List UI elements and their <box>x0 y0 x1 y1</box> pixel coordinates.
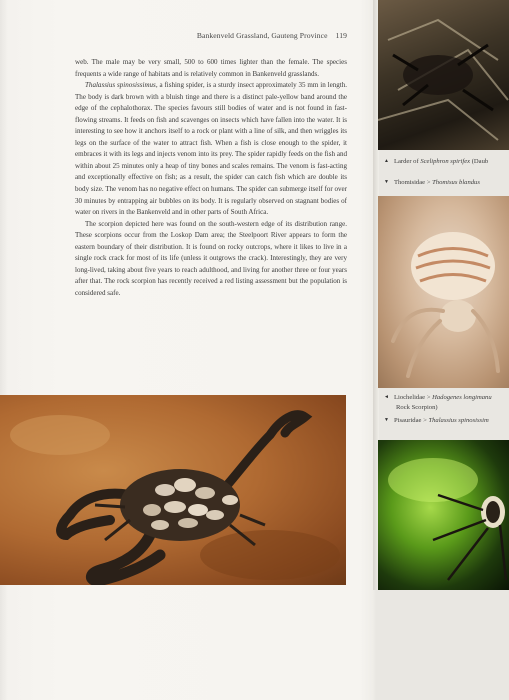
fishing-spider-photo <box>378 440 509 590</box>
caption-larder-species: Sceliphron spirifex <box>420 158 471 165</box>
caption-larder-prefix: Larder of <box>393 158 421 165</box>
fishing-spider-illustration <box>378 440 509 590</box>
paragraph-2-text: , a fishing spider, is a sturdy insect approximately 35 mm in length. The body is dark brown with a bluish tinge and there is a distinct pale-yellow band around the edge of the cephalothorax. The species favours still bodies of water and is not found in fast-flowing streams. It feeds on fish and scavenges on insects which have fallen into the water. It is interesting to see how it anchors itself to a rock or plant with a line of silk, and then wriggles its legs on the surface of the water to attract fish. When a fish is close enough to the spider, it embraces it with its legs and injects venom into its prey. The spider rapidly feeds on the fish and within about 25 minutes only a heap of tiny bones and scales remains. The venom is fast-acting and exceptionally effective on fish; as a result, the spider can catch fish which are double its body size. The venom has no negative effect on humans. The spider can submerge itself for over 30 minutes by entrapping air bubbles on its body. It is regularly observed on stagnant bodies of water on rivers in the Bankenveld and in other parts of South Africa. <box>75 81 347 217</box>
caption-thomisidae-family: Thomisidae > <box>393 179 433 186</box>
paragraph-1: web. The male may be very small, 500 to 600 times lighter than the female. The species frequents a wide range of habitats and is relatively common in Bankenveld grasslands. <box>75 58 347 78</box>
crab-spider-illustration <box>378 196 509 388</box>
crab-spider-photo <box>378 196 509 388</box>
caption-pisauridae-species: Thalassius spinosissim <box>428 417 489 424</box>
arrow-down-icon: ▼ <box>384 180 389 185</box>
caption-liochelidae-family: Liochelidae > <box>393 394 433 401</box>
caption-larder <box>384 157 509 166</box>
caption-thomisidae <box>384 178 509 187</box>
right-column <box>378 0 509 590</box>
caption-pisauridae-family: Pisauridae > <box>393 417 429 424</box>
running-head <box>60 31 347 40</box>
arrow-up-icon: ▲ <box>384 159 389 164</box>
larder-illustration <box>378 0 509 150</box>
caption-liochelidae-species: Hadogenes longimanu <box>432 394 492 401</box>
caption-thomisidae-species: Thomisus blandus <box>432 179 480 186</box>
caption-larder-suffix: (Daub <box>470 158 489 165</box>
wasp-larder-photo <box>378 0 509 150</box>
arrow-down-icon: ▼ <box>384 418 389 423</box>
paragraph-2 <box>75 80 347 219</box>
caption-liochelidae <box>384 393 509 402</box>
caption-pisauridae <box>384 416 509 425</box>
paragraph-3: The scorpion depicted here was found on the south-western edge of its distribution range. These scorpions occur from the Loskop Dam area; the Steelpoort River appears to form the eastern boundary of their distribution. It is found on rocky outcrops, where it likes to live in a single rock crack for most of its life (unless it outgrows the crack). Interestingly, they are very long-lived, taking about five years to reach adulthood, and living for another three or four years after that. The rock scorpion has recently received a red listing assessment but the population is considered safe. <box>75 219 347 297</box>
caption-liochelidae-line2: Rock Scorpion) <box>396 403 438 411</box>
arrow-left-icon: ◄ <box>384 395 389 400</box>
scorpion-photo <box>0 395 346 585</box>
running-title: Bankenveld Grassland, Gauteng Province <box>196 31 328 40</box>
page-number: 119 <box>335 31 347 40</box>
species-name: Thalassius spinosissimus <box>85 81 156 90</box>
scorpion-illustration <box>0 395 346 585</box>
body-text <box>75 57 347 299</box>
